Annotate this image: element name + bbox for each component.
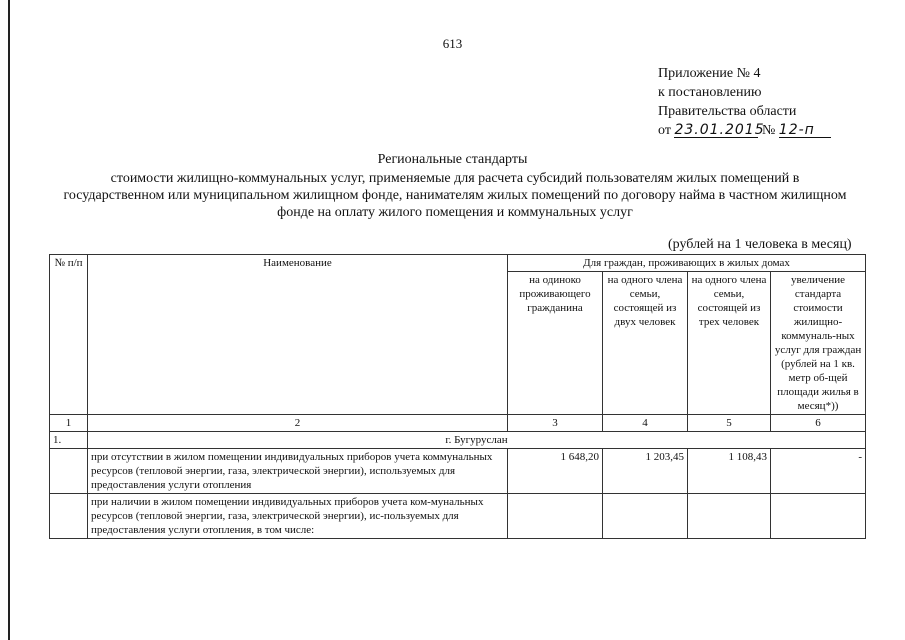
subheader-family-of-three: на одного члена семьи, состоящей из трех человек bbox=[688, 272, 771, 415]
table-row bbox=[50, 494, 866, 539]
row-value-single: 1 648,20 bbox=[508, 449, 603, 494]
document-subtitle: стоимости жилищно-коммунальных услуг, применяемые для расчета субсидий пользователям жилых помещений в государственном или муниципальном жилищном фонде, нанимателям жилых помещений по договору найма в частном жилищном фонде на оплату жилого помещения и коммунальных услуг bbox=[63, 171, 847, 220]
row-value-increase: - bbox=[771, 449, 866, 494]
appendix-date: 23.01.2015 bbox=[674, 122, 765, 138]
row-value-single bbox=[508, 494, 603, 539]
column-number: 5 bbox=[688, 415, 771, 432]
column-number: 2 bbox=[88, 415, 508, 432]
table-row bbox=[50, 449, 866, 494]
appendix-title: Приложение № 4 bbox=[658, 66, 761, 81]
appendix-authority: Правительства области bbox=[658, 104, 797, 119]
header-group: Для граждан, проживающих в жилых домах bbox=[508, 255, 866, 272]
section-row bbox=[50, 432, 866, 449]
page-left-edge bbox=[8, 0, 10, 640]
document-title: Региональные стандарты bbox=[377, 152, 528, 167]
row-value-three bbox=[688, 494, 771, 539]
appendix-from-prefix: от bbox=[658, 123, 671, 138]
row-number-cell bbox=[50, 449, 88, 494]
column-number: 3 bbox=[508, 415, 603, 432]
appendix-ref: к постановлению bbox=[658, 85, 762, 100]
units-note: (рублей на 1 человека в месяц) bbox=[668, 237, 852, 252]
column-number: 1 bbox=[50, 415, 88, 432]
column-number-row bbox=[50, 415, 866, 432]
subheader-single: на одиноко проживающего гражданина bbox=[508, 272, 603, 415]
row-value-two: 1 203,45 bbox=[603, 449, 688, 494]
subheader-increase: увеличение стандарта стоимости жилищно-коммуналь-ных услуг для граждан (рублей на 1 кв. метр об-щей площади жилья в месяц*)) bbox=[771, 272, 866, 415]
appendix-number-sign: № bbox=[761, 123, 776, 138]
subheader-family-of-two: на одного члена семьи, состоящей из двух человек bbox=[603, 272, 688, 415]
header-no: № п/п bbox=[50, 255, 88, 415]
table-header-row bbox=[50, 255, 866, 272]
header-name: Наименование bbox=[88, 255, 508, 415]
row-value-three: 1 108,43 bbox=[688, 449, 771, 494]
section-number: 1. bbox=[50, 432, 88, 449]
page-number: 613 bbox=[442, 36, 463, 51]
row-number-cell bbox=[50, 494, 88, 539]
appendix-block bbox=[658, 64, 831, 140]
row-name: при отсутствии в жилом помещении индивидуальных приборов учета коммунальных ресурсов (тепловой энергии, газа, электрической энергии), используемых для предоставления услуги отопления bbox=[88, 449, 508, 494]
row-name: при наличии в жилом помещении индивидуальных приборов учета ком-мунальных ресурсов (тепловой энергии, газа, электрической энергии), ис-пользуемых для предоставления услуги отопления, в том числе: bbox=[88, 494, 508, 539]
row-value-increase bbox=[771, 494, 866, 539]
row-value-two bbox=[603, 494, 688, 539]
column-number: 6 bbox=[771, 415, 866, 432]
column-number: 4 bbox=[603, 415, 688, 432]
appendix-date-line bbox=[658, 121, 831, 140]
appendix-number: 12-п bbox=[779, 123, 831, 138]
standards-table bbox=[49, 254, 866, 539]
section-city: г. Бугуруслан bbox=[88, 432, 866, 449]
